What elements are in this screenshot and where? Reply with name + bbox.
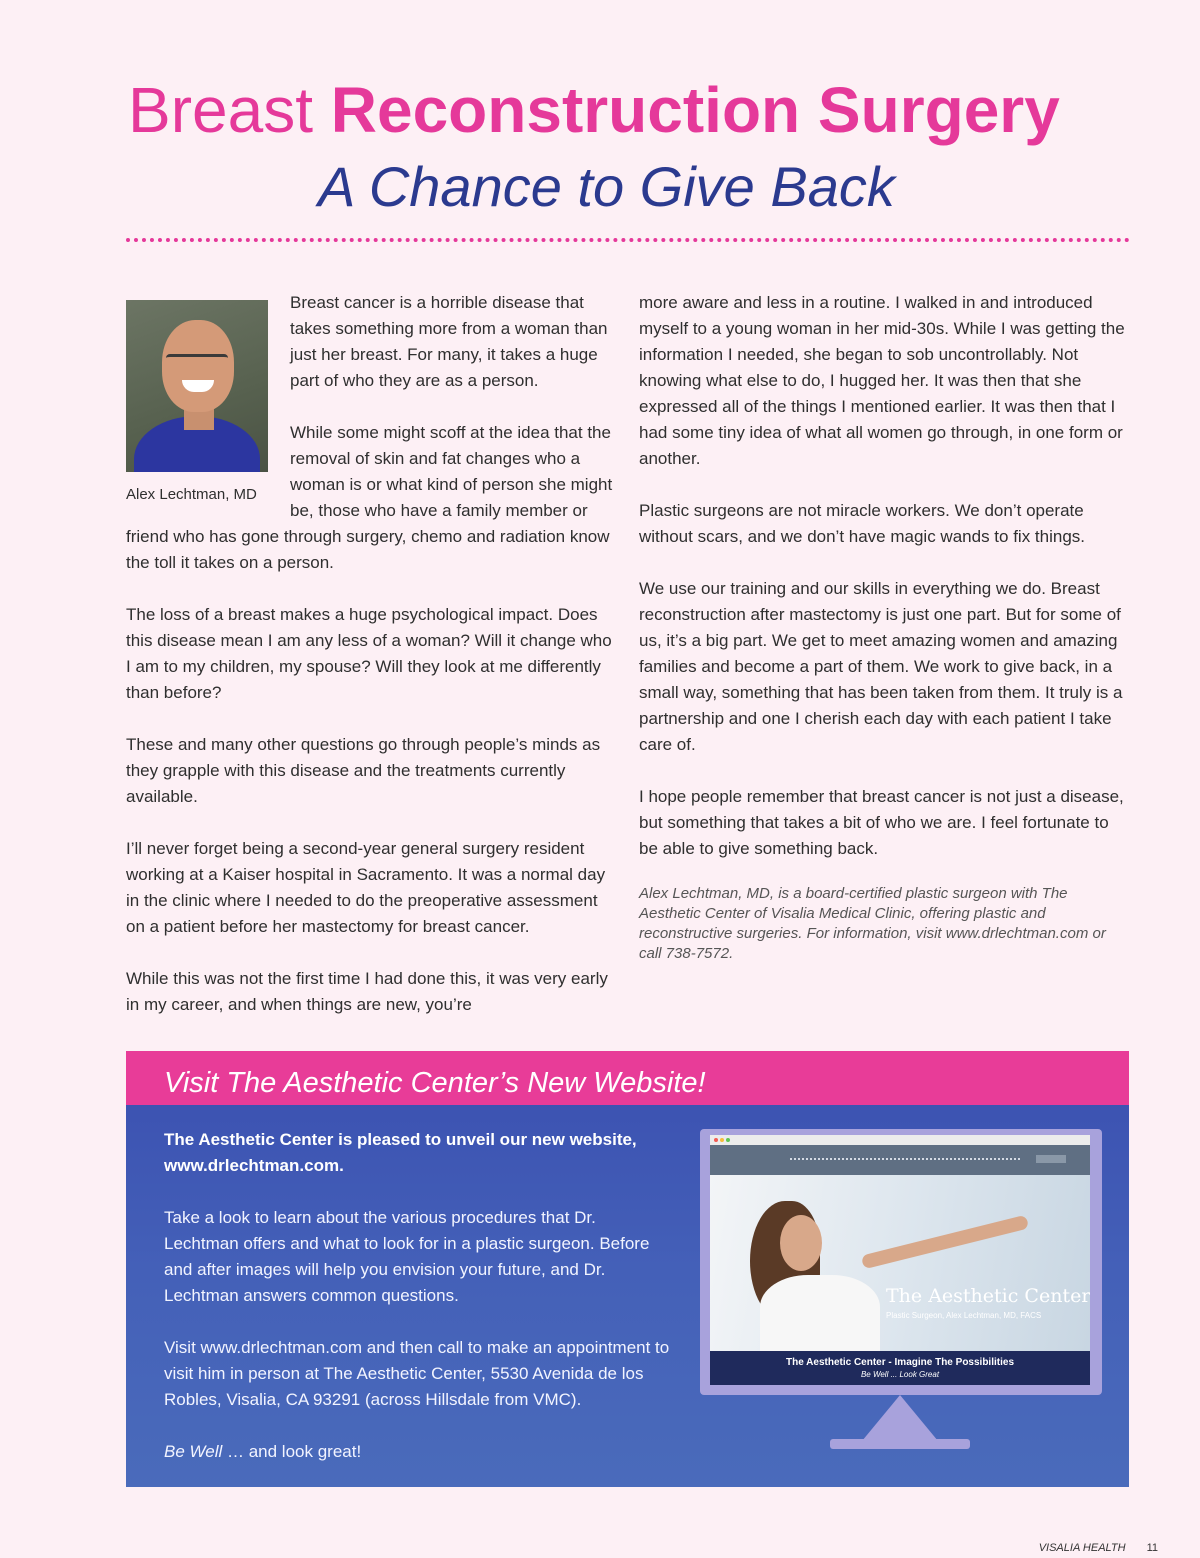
author-photo: [126, 300, 268, 472]
promo-heading: Visit The Aesthetic Center’s New Website!: [126, 1051, 1129, 1105]
page-subtitle: A Chance to Give Back: [318, 155, 895, 218]
website-promo-box: [126, 1051, 1129, 1487]
monitor-base: [830, 1439, 970, 1449]
article-paragraph: Breast cancer is a horrible disease that takes something more from a woman than just her breast. For many, it takes a huge part of who they are as a person.: [290, 293, 608, 390]
title-bold: Reconstruction Surgery: [330, 74, 1060, 146]
site-hero-title: The Aesthetic Center: [886, 1285, 1090, 1307]
article-paragraph: I’ll never forget being a second-year general surgery resident working at a Kaiser hospital in Sacramento. It was a normal day in the clinic where I needed to do the preoperative assessment on a patient before her mastectomy for breast cancer.: [126, 839, 606, 936]
article-paragraph: The loss of a breast makes a huge psychological impact. Does this disease mean I am any less of a woman? Will it change who I am to my children, my spouse? Will they look at me differently than before?: [126, 605, 612, 702]
site-footer-line1: The Aesthetic Center - Imagine The Possibilities: [785, 1357, 1015, 1368]
promo-paragraph: Take a look to learn about the various procedures that Dr. Lechtman offers and what to look for in a plastic surgeon. Before and after images will help you envision your future, and Dr. Lechtman answers common questions.: [164, 1208, 650, 1305]
promo-closing: [164, 1439, 674, 1465]
page-title: [128, 72, 1140, 148]
article-paragraph: more aware and less in a routine. I walked in and introduced myself to a young woman in her mid-30s. While I was getting the information I needed, she began to sob uncontrollably. Not knowing what else to do, I hugged her. It was then that she expressed all of the things I mentioned earlier. It was then that I had some tiny idea of what all women go through, in one form or another.: [639, 293, 1125, 468]
photo-caption: Alex Lechtman, MD: [126, 486, 257, 503]
site-footer-line2: Be Well ... Look Great: [860, 1370, 940, 1379]
page-number: 11: [1146, 1542, 1158, 1554]
monitor-screen: [710, 1135, 1090, 1385]
monitor-stand: [862, 1395, 938, 1441]
article-right-column: [639, 290, 1131, 964]
promo-closing-italic: Be Well: [164, 1442, 223, 1461]
promo-lead: The Aesthetic Center is pleased to unveil our new website, www.drlechtman.com.: [164, 1130, 637, 1175]
promo-closing-rest: … and look great!: [222, 1442, 362, 1461]
website-monitor-image: [700, 1129, 1102, 1469]
browser-bar: [710, 1135, 1090, 1145]
site-hero-subtitle: Plastic Surgeon, Alex Lechtman, MD, FACS: [886, 1311, 1042, 1320]
article-paragraph: We use our training and our skills in everything we do. Breast reconstruction after mastectomy is just one part. But for some of us, it’s a big part. We get to meet amazing women and amazing families and become a part of them. We work to give back, in a small way, something that has been taken from them. It truly is a partnership and one I cherish each day with each patient I take care of.: [639, 579, 1123, 754]
article-paragraph: I hope people remember that breast cancer is not just a disease, but something that takes a bit of who we are. I feel fortunate to be able to give something back.: [639, 787, 1124, 858]
title-light: Breast: [128, 74, 313, 146]
promo-text: [164, 1127, 674, 1491]
promo-paragraph: Visit www.drlechtman.com and then call to make an appointment to visit him in person at The Aesthetic Center, 5530 Avenida de los Robles, Visalia, CA 93291 (across Hillsdale from VMC).: [164, 1338, 670, 1409]
dotted-divider: [126, 238, 1130, 242]
article-paragraph: While some might scoff at the idea that the removal of skin and fat changes who a woman is or what kind of person she might be, those who have a family member or friend who has gone through surgery, chemo and radiation know the toll it takes on a person.: [126, 423, 613, 572]
monitor-frame: [700, 1129, 1102, 1395]
publication-name: VISALIA HEALTH: [1038, 1542, 1126, 1554]
site-footer-banner: [710, 1351, 1090, 1385]
site-hero-image: [710, 1175, 1090, 1351]
article-paragraph: While this was not the first time I had done this, it was very early in my career, and when things are new, you’re: [126, 969, 608, 1014]
author-bio: Alex Lechtman, MD, is a board-certified plastic surgeon with The Aesthetic Center of Visalia Medical Clinic, offering plastic and reconstructive surgeries. For information, visit www.drlechtman.com or call 738-7572.: [639, 885, 1106, 962]
page-footer: [1039, 1542, 1158, 1554]
article-paragraph: Plastic surgeons are not miracle workers. We don’t operate without scars, and we don’t have magic wands to fix things.: [639, 501, 1086, 546]
author-photo-block: [126, 300, 280, 508]
article-paragraph: These and many other questions go through people’s minds as they grapple with this disease and the treatments currently available.: [126, 735, 601, 806]
site-nav-bar: [710, 1145, 1090, 1175]
article-left-column: [126, 290, 614, 1044]
